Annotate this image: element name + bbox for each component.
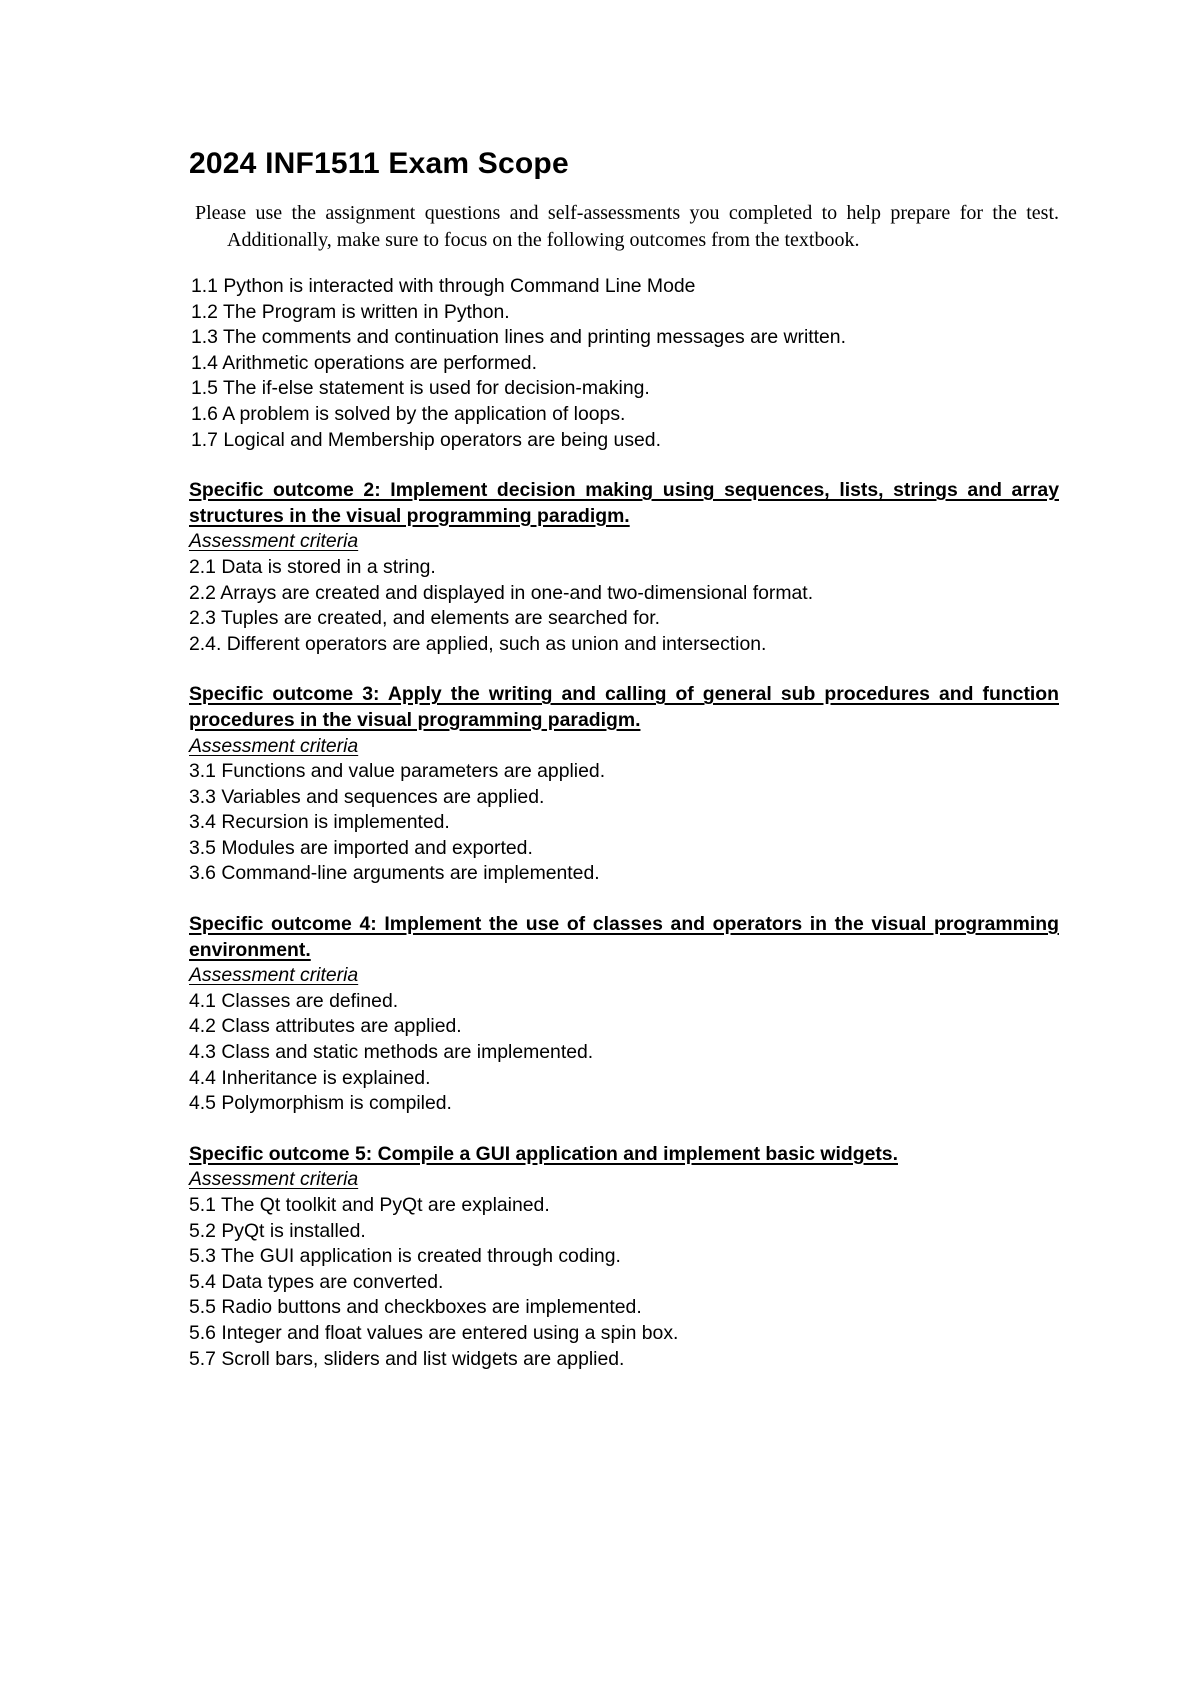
list-item: 5.1 The Qt toolkit and PyQt are explained. <box>189 1194 550 1216</box>
list-item: 1.7 Logical and Membership operators are being used. <box>191 428 661 451</box>
list-item: 5.4 Data types are converted. <box>189 1270 444 1293</box>
criteria-list <box>189 989 1059 1117</box>
list-item: 5.7 Scroll bars, sliders and list widgets are applied. <box>189 1347 625 1370</box>
intro-paragraph: Please use the assignment questions and self-assessments you completed to help prepare for the test. Additionally, make sure to focus on the following outcomes from the textbook. <box>195 202 1059 251</box>
assessment-criteria-label: Assessment criteria <box>189 530 359 553</box>
list-item: 4.3 Class and static methods are implemented. <box>189 1041 594 1064</box>
list-item: 4.5 Polymorphism is compiled. <box>189 1092 452 1115</box>
list-item: 2.2 Arrays are created and displayed in one-and two-dimensional format. <box>189 581 814 604</box>
criteria-list <box>189 759 1059 887</box>
document-content <box>189 146 1059 1372</box>
list-item: 1.4 Arithmetic operations are performed. <box>191 351 537 374</box>
list-item: 4.2 Class attributes are applied. <box>189 1015 462 1038</box>
section-outcome-2 <box>189 478 1059 657</box>
list-item: 5.3 The GUI application is created through coding. <box>189 1245 621 1268</box>
section-heading: Specific outcome 5: Compile a GUI application and implement basic widgets. <box>189 1142 898 1165</box>
list-item: 3.4 Recursion is implemented. <box>189 811 450 834</box>
document-title: 2024 INF1511 Exam Scope <box>189 147 569 180</box>
list-item: 3.1 Functions and value parameters are applied. <box>189 760 606 783</box>
section-outcome-4 <box>189 912 1059 1117</box>
list-item: 5.6 Integer and float values are entered using a spin box. <box>189 1321 679 1344</box>
list-item: 3.5 Modules are imported and exported. <box>189 836 533 859</box>
list-item: 3.3 Variables and sequences are applied. <box>189 785 545 808</box>
assessment-criteria-label: Assessment criteria <box>189 1168 359 1191</box>
list-item: 4.1 Classes are defined. <box>189 989 399 1012</box>
criteria-list <box>189 1193 1059 1372</box>
criteria-list <box>189 555 1059 657</box>
list-item: 1.6 A problem is solved by the application of loops. <box>191 402 626 425</box>
section-outcome-5 <box>189 1142 1059 1372</box>
section-heading: Specific outcome 3: Apply the writing and calling of general sub procedures and function procedures in the visual programming paradigm. <box>189 683 1059 731</box>
list-item: 2.4. Different operators are applied, such as union and intersection. <box>189 632 767 655</box>
list-item: 1.1 Python is interacted with through Command Line Mode <box>191 275 696 297</box>
list-item: 2.1 Data is stored in a string. <box>189 555 436 578</box>
outcome-1-list <box>189 274 1059 453</box>
list-item: 1.3 The comments and continuation lines and printing messages are written. <box>191 326 846 349</box>
section-heading: Specific outcome 2: Implement decision making using sequences, lists, strings and array structures in the visual programming paradigm. <box>189 479 1059 527</box>
list-item: 1.5 The if-else statement is used for decision-making. <box>191 377 650 400</box>
list-item: 5.2 PyQt is installed. <box>189 1219 366 1242</box>
section-outcome-3 <box>189 682 1059 887</box>
list-item: 2.3 Tuples are created, and elements are searched for. <box>189 607 661 630</box>
assessment-criteria-label: Assessment criteria <box>189 964 359 987</box>
list-item: 1.2 The Program is written in Python. <box>191 300 510 323</box>
list-item: 5.5 Radio buttons and checkboxes are implemented. <box>189 1296 642 1319</box>
section-heading: Specific outcome 4: Implement the use of classes and operators in the visual programming environment. <box>189 913 1059 961</box>
assessment-criteria-label: Assessment criteria <box>189 734 359 757</box>
list-item: 3.6 Command-line arguments are implemented. <box>189 862 600 885</box>
list-item: 4.4 Inheritance is explained. <box>189 1066 431 1089</box>
